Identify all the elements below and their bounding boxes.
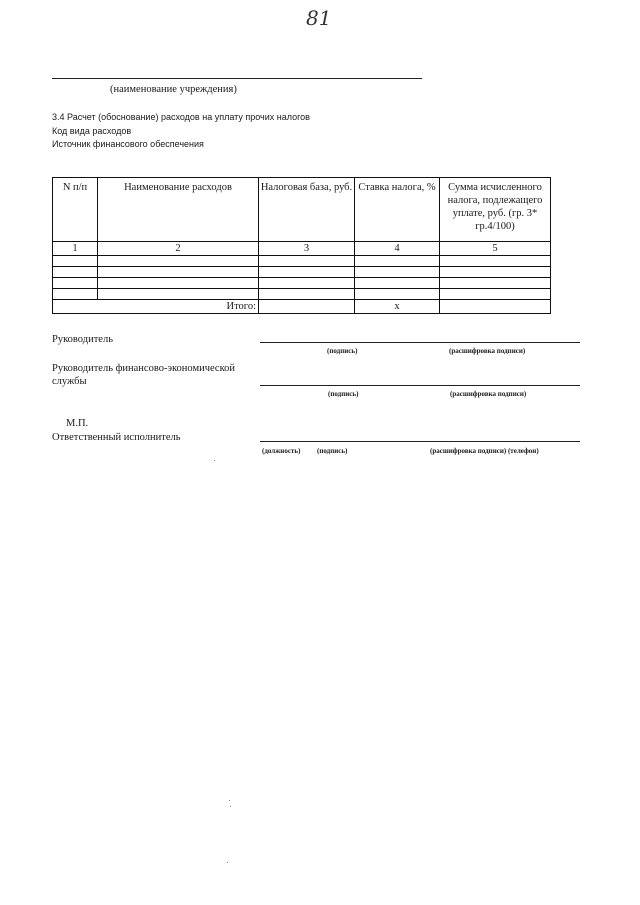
scan-speck xyxy=(230,806,231,807)
total-tax-base xyxy=(259,300,355,314)
page-number: 81 xyxy=(306,6,332,30)
column-number: 4 xyxy=(355,242,440,256)
column-number: 3 xyxy=(259,242,355,256)
head-sign-caption: (подпись) xyxy=(327,347,358,355)
section-title: 3.4 Расчет (обоснование) расходов на уплату прочих налогов xyxy=(52,112,310,122)
header-row-number: N п/п xyxy=(53,178,98,242)
institution-name-line xyxy=(52,78,422,79)
table-row xyxy=(53,256,551,267)
head-signature-line xyxy=(260,342,580,343)
executor-sign-caption: (подпись) xyxy=(317,447,348,455)
column-number: 1 xyxy=(53,242,98,256)
stamp-label: М.П. xyxy=(66,418,89,429)
column-number: 5 xyxy=(440,242,551,256)
tax-calculation-table xyxy=(52,177,551,314)
total-label: Итого: xyxy=(53,300,259,314)
finance-sign-caption: (подпись) xyxy=(328,390,359,398)
table-header-row xyxy=(53,178,551,242)
column-number: 2 xyxy=(98,242,259,256)
finance-signature-line xyxy=(260,385,580,386)
scan-speck xyxy=(229,800,230,801)
header-tax-base: Налоговая база, руб. xyxy=(259,178,355,242)
executor-position-caption: (должность) xyxy=(262,447,301,455)
institution-caption: (наименование учреждения) xyxy=(110,84,237,95)
finance-head-label: Руководитель финансово-экономической службы xyxy=(52,363,236,387)
executor-decode-caption: (расшифровка подписи) (телефон) xyxy=(430,447,539,455)
table-row xyxy=(53,289,551,300)
scan-speck xyxy=(227,862,228,863)
header-tax-amount: Сумма исчисленного налога, подлежащего уплате, руб. (гр. 3* гр.4/100) xyxy=(440,178,551,242)
table-row xyxy=(53,267,551,278)
column-number-row xyxy=(53,242,551,256)
executor-label: Ответственный исполнитель xyxy=(52,432,181,443)
table-row xyxy=(53,278,551,289)
head-label: Руководитель xyxy=(52,334,113,345)
finance-decode-caption: (расшифровка подписи) xyxy=(450,390,527,398)
funding-source-label: Источник финансового обеспечения xyxy=(52,139,204,149)
total-rate-mark: x xyxy=(355,300,440,314)
total-tax-amount xyxy=(440,300,551,314)
expense-code-label: Код вида расходов xyxy=(52,126,132,136)
head-decode-caption: (расшифровка подписи) xyxy=(449,347,526,355)
executor-signature-line xyxy=(260,441,580,442)
scan-speck xyxy=(214,460,215,461)
total-row xyxy=(53,300,551,314)
header-tax-rate: Ставка налога, % xyxy=(355,178,440,242)
header-expense-name: Наименование расходов xyxy=(98,178,259,242)
